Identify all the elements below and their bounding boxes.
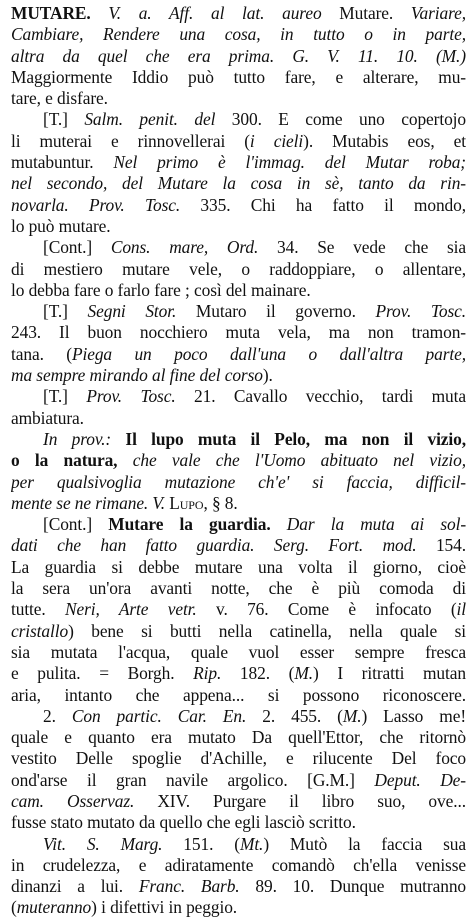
text-line: [11, 599, 466, 620]
text-line: [11, 642, 466, 663]
text-segment: tana. (: [11, 343, 72, 364]
text-segment: fusse stato mutato da quello che egli lasciò scritto.: [11, 812, 356, 833]
text-line: [11, 493, 466, 514]
text-segment: e pulita. = Borgh.: [11, 663, 194, 684]
text-segment: MUTARE.: [11, 3, 91, 23]
text-segment: 182. (: [221, 663, 295, 684]
text-segment: ) Lasso me!: [361, 705, 466, 726]
text-segment: Maggiormente Iddio può tutto fare, e alterare, mu-: [11, 66, 466, 87]
text-segment: novarla. Prov. Tosc.: [11, 194, 181, 215]
text-segment: [271, 514, 287, 534]
text-segment: la sera un'ora avanti notte, che è più comoda di: [11, 578, 466, 599]
text-segment: ond'arse il gran navile argolico. [G.M.]: [11, 769, 375, 790]
text-line: [11, 557, 466, 578]
text-segment: Vit. S. Marg.: [43, 833, 163, 854]
text-segment: [T.]: [43, 301, 88, 322]
text-segment: XIV. Purgare il libro suo, ove...: [134, 790, 466, 811]
text-segment: tare, e disfare.: [11, 88, 108, 109]
text-segment: (: [11, 897, 17, 918]
text-segment: Mutaro il governo.: [176, 301, 376, 322]
text-segment: Cons. mare, Ord.: [110, 237, 259, 258]
text-line: [11, 280, 466, 301]
text-segment: dinanzi a lui.: [11, 876, 139, 897]
text-segment: il: [456, 599, 466, 620]
text-segment: v. 76. Come è infocato (: [196, 599, 457, 620]
text-line: [11, 621, 466, 642]
text-segment: Cambiare, Rendere una cosa, in tutto o in parte,: [11, 24, 466, 45]
text-segment: Lupo: [164, 492, 204, 513]
text-segment: Mutare.: [321, 3, 411, 23]
text-line: [11, 450, 466, 471]
text-segment: cam. Osservaz.: [11, 790, 135, 811]
text-segment: mutabuntur.: [11, 152, 114, 173]
text-line: [11, 365, 466, 386]
text-line: [11, 834, 466, 855]
text-segment: [T.]: [43, 109, 85, 130]
text-line: [11, 131, 466, 152]
text-segment: Piega un poco dall'una o dall'altra parte,: [71, 343, 466, 364]
text-segment: 154.: [416, 535, 466, 556]
text-segment: lo può mutare.: [11, 215, 111, 236]
text-line: [11, 727, 466, 748]
text-line: [11, 748, 466, 769]
text-segment: ma sempre mirando al fine del corso: [11, 365, 263, 386]
text-segment: muteranno: [16, 897, 92, 918]
text-segment: quale e quanto era mutato Da quell'Ettor, che ritornò: [11, 727, 466, 748]
text-segment: che vale che l'Uomo abituato nel vizio,: [132, 450, 466, 471]
text-line: [11, 173, 466, 194]
text-segment: ) Mutò la faccia sua: [263, 833, 466, 854]
text-segment: altra da quel che era prima. G. V. 11. 10. (M.): [11, 45, 466, 66]
text-segment: 243. Il buon nocchiero muta vela, ma non tramon-: [11, 322, 466, 343]
text-segment: Variare,: [410, 3, 466, 23]
text-line: [11, 67, 466, 88]
text-segment: Con partic. Car. En.: [71, 705, 247, 726]
text-line: [11, 855, 466, 876]
text-segment: Dar la muta ai sol-: [286, 514, 466, 535]
text-segment: 335. Chi ha fatto il mondo,: [180, 194, 466, 215]
text-line: [11, 322, 466, 343]
text-line: [11, 259, 466, 280]
entry-text: [11, 3, 466, 919]
text-segment: [T.]: [43, 386, 87, 407]
text-segment: 34. Se vede che sia: [258, 237, 466, 258]
text-segment: [Cont.]: [43, 514, 109, 535]
text-segment: in crudelezza, e adiratamente comandò ch'ella venisse: [11, 854, 466, 875]
text-line: [11, 791, 466, 812]
text-line: [11, 408, 466, 429]
text-line: [11, 24, 466, 45]
text-line: [11, 685, 466, 706]
text-segment: [Cont.]: [43, 237, 111, 258]
text-line: [11, 578, 466, 599]
text-segment: cristallo: [11, 620, 69, 641]
text-segment: i cieli: [249, 130, 304, 151]
text-segment: Segni Stor.: [87, 301, 177, 322]
text-segment: ).: [262, 365, 273, 386]
text-segment: ) bene si butti nella catinella, nella quale si: [68, 620, 466, 641]
text-line: [11, 472, 466, 493]
text-segment: [117, 450, 132, 470]
text-segment: Franc. Barb.: [138, 876, 240, 897]
text-line: [11, 301, 466, 322]
text-line: [11, 3, 466, 24]
text-segment: Prov. Tosc.: [86, 386, 176, 407]
text-segment: Salm. penit. del: [84, 109, 216, 130]
text-line: [11, 195, 466, 216]
text-line: [11, 109, 466, 130]
text-segment: Mt.: [239, 833, 264, 854]
text-segment: lo debba fare o farlo fare ; così del mainare.: [11, 279, 311, 300]
text-segment: Deput. De-: [374, 769, 466, 790]
text-segment: vestito Delle spoglie d'Achille, e rilucente Del foco: [11, 748, 466, 769]
text-segment: di mestiero mutare vele, o raddoppiare, o allentare,: [11, 258, 466, 279]
text-segment: Il lupo muta il Pelo, ma non il vizio,: [125, 428, 466, 449]
text-line: [11, 770, 466, 791]
text-segment: [111, 429, 125, 449]
text-segment: tutte.: [11, 599, 66, 620]
text-line: [11, 897, 466, 918]
text-segment: 89. 10. Dunque mutranno: [239, 876, 466, 897]
text-segment: [91, 3, 109, 23]
text-segment: aria, intanto che appena... si possono riconoscere.: [11, 684, 466, 705]
text-line: [11, 88, 466, 109]
text-segment: 2.: [43, 705, 72, 726]
text-segment: La guardia si debbe mutare una volta il giorno, cioè: [11, 556, 466, 577]
text-segment: 151. (: [162, 833, 240, 854]
text-line: [11, 237, 466, 258]
text-line: [11, 344, 466, 365]
text-segment: In prov.:: [43, 428, 112, 449]
text-segment: per qualsivoglia mutazione ch'e' si faccia, difficil-: [11, 471, 466, 492]
text-line: [11, 663, 466, 684]
text-segment: mente se ne rimane. V.: [11, 492, 165, 513]
text-line: [11, 216, 466, 237]
text-segment: ) I ritratti mutan: [312, 663, 466, 684]
text-line: [11, 812, 466, 833]
text-segment: ) i difettivi in peggio.: [91, 897, 238, 918]
text-line: [11, 386, 466, 407]
text-line: [11, 535, 466, 556]
text-line: [11, 46, 466, 67]
text-segment: Neri, Arte vetr.: [65, 599, 197, 620]
text-segment: M.: [294, 663, 313, 684]
text-segment: V. a. Aff. al lat. aureo: [108, 3, 322, 23]
text-line: [11, 152, 466, 173]
text-segment: Prov. Tosc.: [375, 301, 466, 322]
text-segment: ). Mutabis eos, et: [303, 130, 466, 151]
text-segment: li muterai e rinnovellerai (: [11, 130, 250, 151]
text-line: [11, 514, 466, 535]
text-segment: Mutare la guardia.: [108, 514, 271, 535]
text-segment: ambiatura.: [11, 407, 84, 428]
text-line: [11, 876, 466, 897]
text-line: [11, 706, 466, 727]
text-line: [11, 429, 466, 450]
text-segment: 21. Cavallo vecchio, tardi muta: [175, 386, 466, 407]
text-segment: sia mutata l'acqua, quale vuol esser sempre fresca: [11, 641, 466, 662]
text-segment: , § 8.: [203, 492, 238, 513]
text-segment: nel secondo, del Mutare la cosa in sè, tanto da rin-: [11, 173, 466, 194]
text-segment: 2. 455. (: [246, 705, 343, 726]
text-segment: M.: [342, 705, 362, 726]
text-segment: dati che han fatto guardia. Serg. Fort. mod.: [11, 535, 417, 556]
text-segment: 300. E come uno copertojo: [215, 109, 466, 130]
text-segment: Nel primo è l'immag. del Mutar roba;: [113, 152, 466, 173]
text-segment: Rip.: [193, 663, 222, 684]
text-segment: o la natura,: [11, 450, 118, 471]
